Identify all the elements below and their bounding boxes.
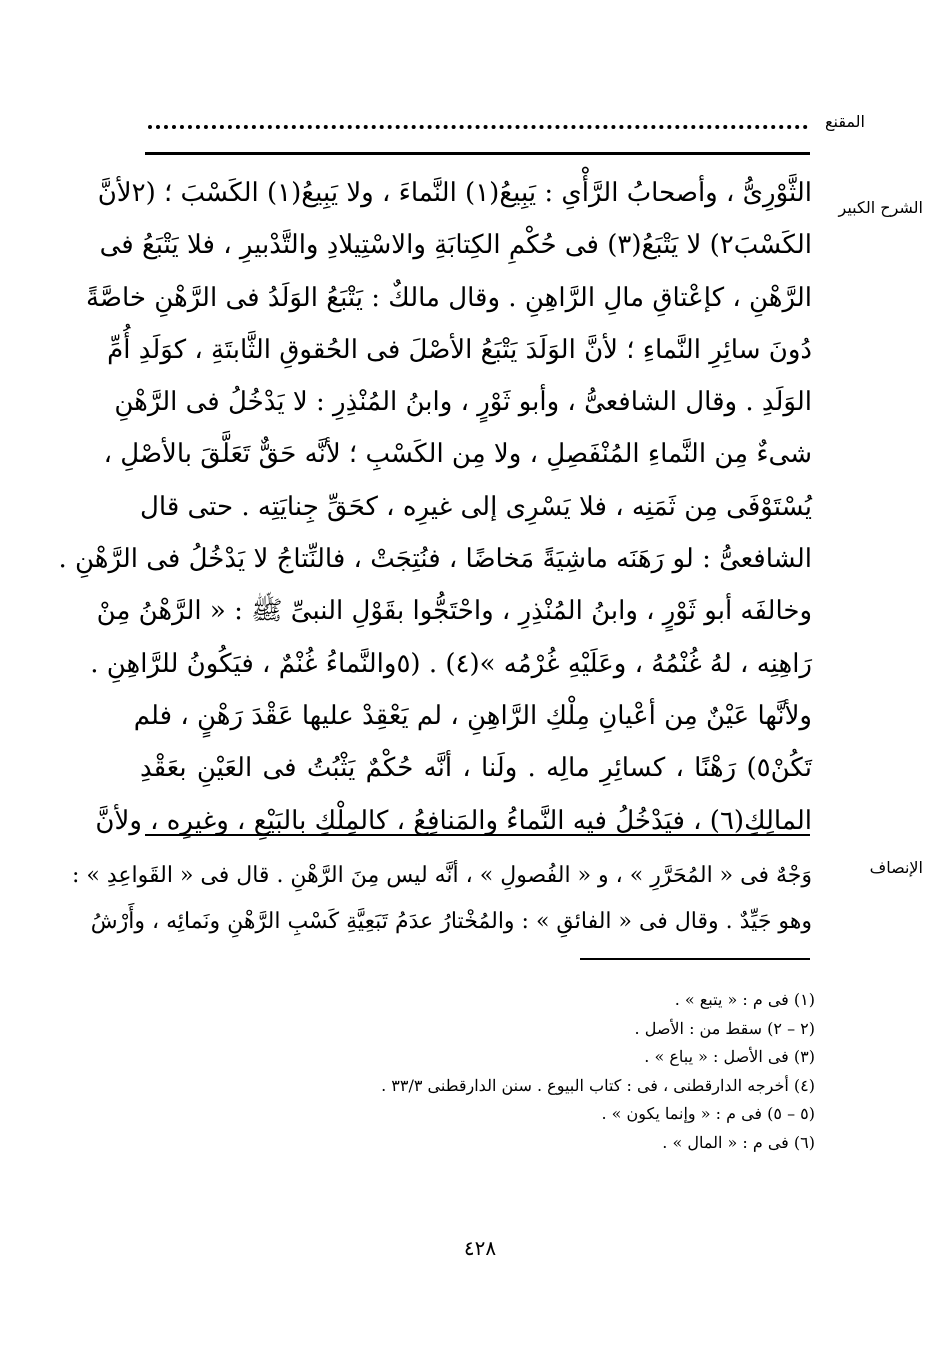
margin-label-insaf: الإنصاف (869, 858, 923, 877)
header-dotted-rule (148, 125, 808, 129)
text-line: الثَّوْرِىُّ ، وأصحابُ الرَّأْىِ : يَبِيعُ(١) النَّماءَ ، ولا يَبِيعُ(١) الكَسْبَ ؛ (٢لأنَّ (97, 178, 812, 208)
running-title: المقنع (824, 112, 865, 131)
page-number: ٤٢٨ (463, 1236, 497, 1260)
footnote: (٤) أخرجه الدارقطنى ، فى : كتاب البيوع . سنن الدارقطنى ٣٣/٣ . (381, 1075, 815, 1095)
footnote: (٣) فى الأصل : « يباع » . (644, 1047, 815, 1066)
footnote: (٢ – ٢) سقط من : الأصل . (634, 1018, 815, 1038)
text-line: الرَّهْنِ ، كإعْتاقِ مالِ الرَّاهِنِ . وقال مالكٌ : يَتْبَعُ الوَلَدُ فى الرَّهْنِ خاصَّةً (85, 282, 812, 313)
insaf-text (72, 853, 812, 945)
text-line: ولأنَّها عَيْنٌ مِن أعْيانِ مِلْكِ الرَّاهِنِ ، لم يَعْقِدْ عليها عَقْدَ رَهْنٍ ، فلم (133, 700, 812, 731)
text-line: وهو جَيِّدٌ . وقال فى « الفائقِ » : والمُخْتارُ عدَمُ تَبَعِيَّةِ كَسْبِ الرَّهْنِ ونَمائِه ، وأَرْشُ (90, 909, 812, 934)
text-line: شىءٌ مِن النَّماءِ المُنْفَصِلِ ، ولا مِن الكَسْبِ ؛ لأنَّه حَقٌّ تَعَلَّقَ بالأصْلِ ، (103, 439, 812, 470)
margin-label-sharh: الشرح الكبير (838, 198, 923, 217)
main-commentary-text (58, 167, 812, 847)
text-line: تَكُنْ٥) رَهْنًا ، كسائِرِ مالِه . ولَنا ، أنَّه حُكْمٌ يَثْبُتُ فى العَيْنِ بعَقْدِ (140, 753, 812, 784)
text-line: المالِكِ(٦) ، فيَدْخُلُ فيه النَّماءُ والمَنافِعُ ، كالمِلْكِ بالبَيْعِ ، وغيرِه ، ولأنَّ (95, 805, 812, 836)
text-line: يُسْتَوْفَى مِن ثَمَنِه ، فلا يَسْرِى إلى غيرِه ، كحَقِّ جِنايَتِه . حتى قال (140, 491, 812, 522)
footnote-rule (580, 958, 810, 960)
footnote: (١) فى م : « يتبع » . (674, 990, 815, 1009)
text-line: دُونَ سائِرِ النَّماءِ ؛ لأنَّ الوَلَدَ يَتْبَعُ الأصْلَ فى الحُقوقِ الثَّابتَةِ ، كوَلَدِ أُمِّ (107, 334, 812, 365)
text-line: وخالفَه أبو ثَوْرٍ ، وابنُ المُنْذِرِ ، واحْتَجُّوا بقَوْلِ النبىِّ ﷺ : « الرَّهْنُ مِنْ (96, 596, 812, 627)
text-line: الكَسْبَ٢) لا يَتْبَعُ(٣) فى حُكْمِ الكِتابَةِ والاسْتِيلادِ والتَّدْبيرِ ، فلا يَتْبَعُ فى (99, 230, 812, 261)
footnote: (٦) فى م : « المال » . (662, 1132, 815, 1152)
header-solid-rule (145, 152, 810, 155)
text-line: وَجْهٌ فى « المُحَرَّرِ » ، و « الفُصولِ » ، أنَّه ليس مِنَ الرَّهْنِ . قال فى « القَواعِدِ » : (72, 863, 812, 888)
section-divider (145, 834, 810, 836)
text-line: الوَلَدِ . وقال الشافعىُّ ، وأبو ثَوْرٍ ، وابنُ المُنْذِرِ : لا يَدْخُلُ فى الرَّهْنِ (114, 387, 812, 418)
text-line: رَاهِنِه ، لهُ غُنْمُهُ ، وعَلَيْهِ غُرْمُه »(٤) . (٥والنَّماءُ غُنْمٌ ، فيَكُونُ للرَّاهِنِ . (90, 648, 812, 679)
text-line: الشافعىُّ : لو رَهَنَه ماشِيَةً مَخاضًا ، فنُتِجَتْ ، فالنِّتاجُ لا يَدْخُلُ فى الرَّهْنِ . (58, 544, 812, 575)
footnote: (٥ – ٥) فى م : « وإنما يكون » . (601, 1104, 815, 1123)
footnotes (255, 986, 815, 1157)
